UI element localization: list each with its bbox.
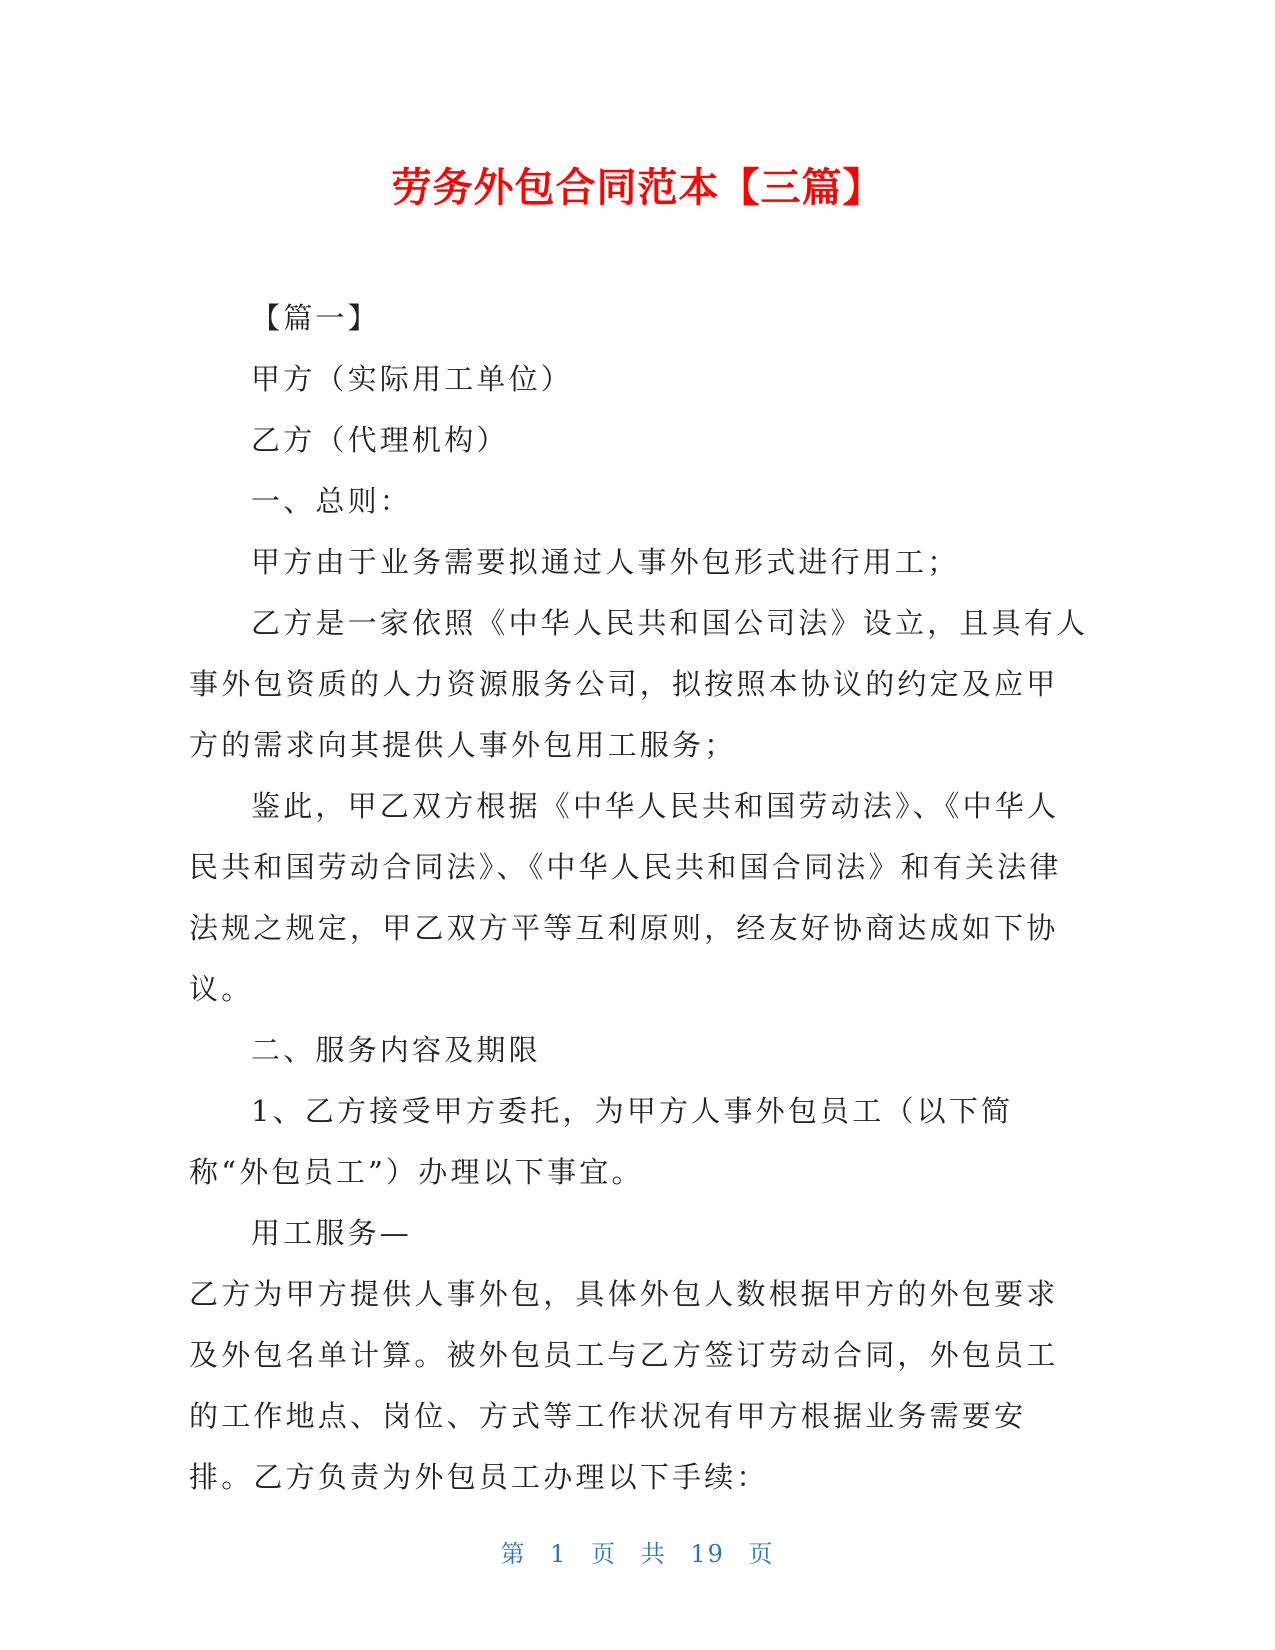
footer-total-pages: 19 xyxy=(690,1540,725,1568)
footer-page-unit: 页 xyxy=(591,1540,618,1568)
party-a-line: 甲方（实际用工单位） xyxy=(251,362,574,396)
general-provisions-heading: 一、总则： xyxy=(251,484,413,518)
page-number-footer xyxy=(0,1534,1275,1569)
footer-current-page: 1 xyxy=(550,1540,568,1568)
paragraph-party-a-need: 甲方由于业务需要拟通过人事外包形式进行用工； xyxy=(251,545,960,579)
footer-total-label: 共 xyxy=(640,1540,667,1568)
footer-total-unit: 页 xyxy=(748,1540,775,1568)
footer-page-label: 第 xyxy=(500,1540,527,1568)
service-content-heading: 二、服务内容及期限 xyxy=(251,1033,541,1067)
paragraph-employment-service: 乙方为甲方提供人事外包，具体外包人数根据甲方的外包要求及外包名单计算。被外包员工与乙方签订劳动合同，外包员工的工作地点、岗位、方式等工作状况有甲方根据业务需要安排。乙方负责为外包员工办理以下手续： xyxy=(189,1277,1059,1494)
paragraph-clause-1: 1、乙方接受甲方委托，为甲方人事外包员工（以下简称“外包员工”）办理以下事宜。 xyxy=(189,1094,1014,1189)
document-body xyxy=(189,288,1089,1508)
party-b-line: 乙方（代理机构） xyxy=(251,423,509,457)
section-heading-part-one: 【篇一】 xyxy=(251,301,380,335)
paragraph-legal-basis: 鉴此，甲乙双方根据《中华人民共和国劳动法》、《中华人民共和国劳动合同法》、《中华人民共和国合同法》和有关法律法规之规定，甲乙双方平等互利原则，经友好协商达成如下协议。 xyxy=(189,789,1062,1006)
employment-service-heading: 用工服务— xyxy=(251,1216,413,1250)
document-title: 劳务外包合同范本【三篇】 xyxy=(391,165,884,211)
paragraph-party-b-intro: 乙方是一家依照《中华人民共和国公司法》设立，且具有人事外包资质的人力资源服务公司，拟按照本协议的约定及应甲方的需求向其提供人事外包用工服务； xyxy=(189,606,1089,762)
